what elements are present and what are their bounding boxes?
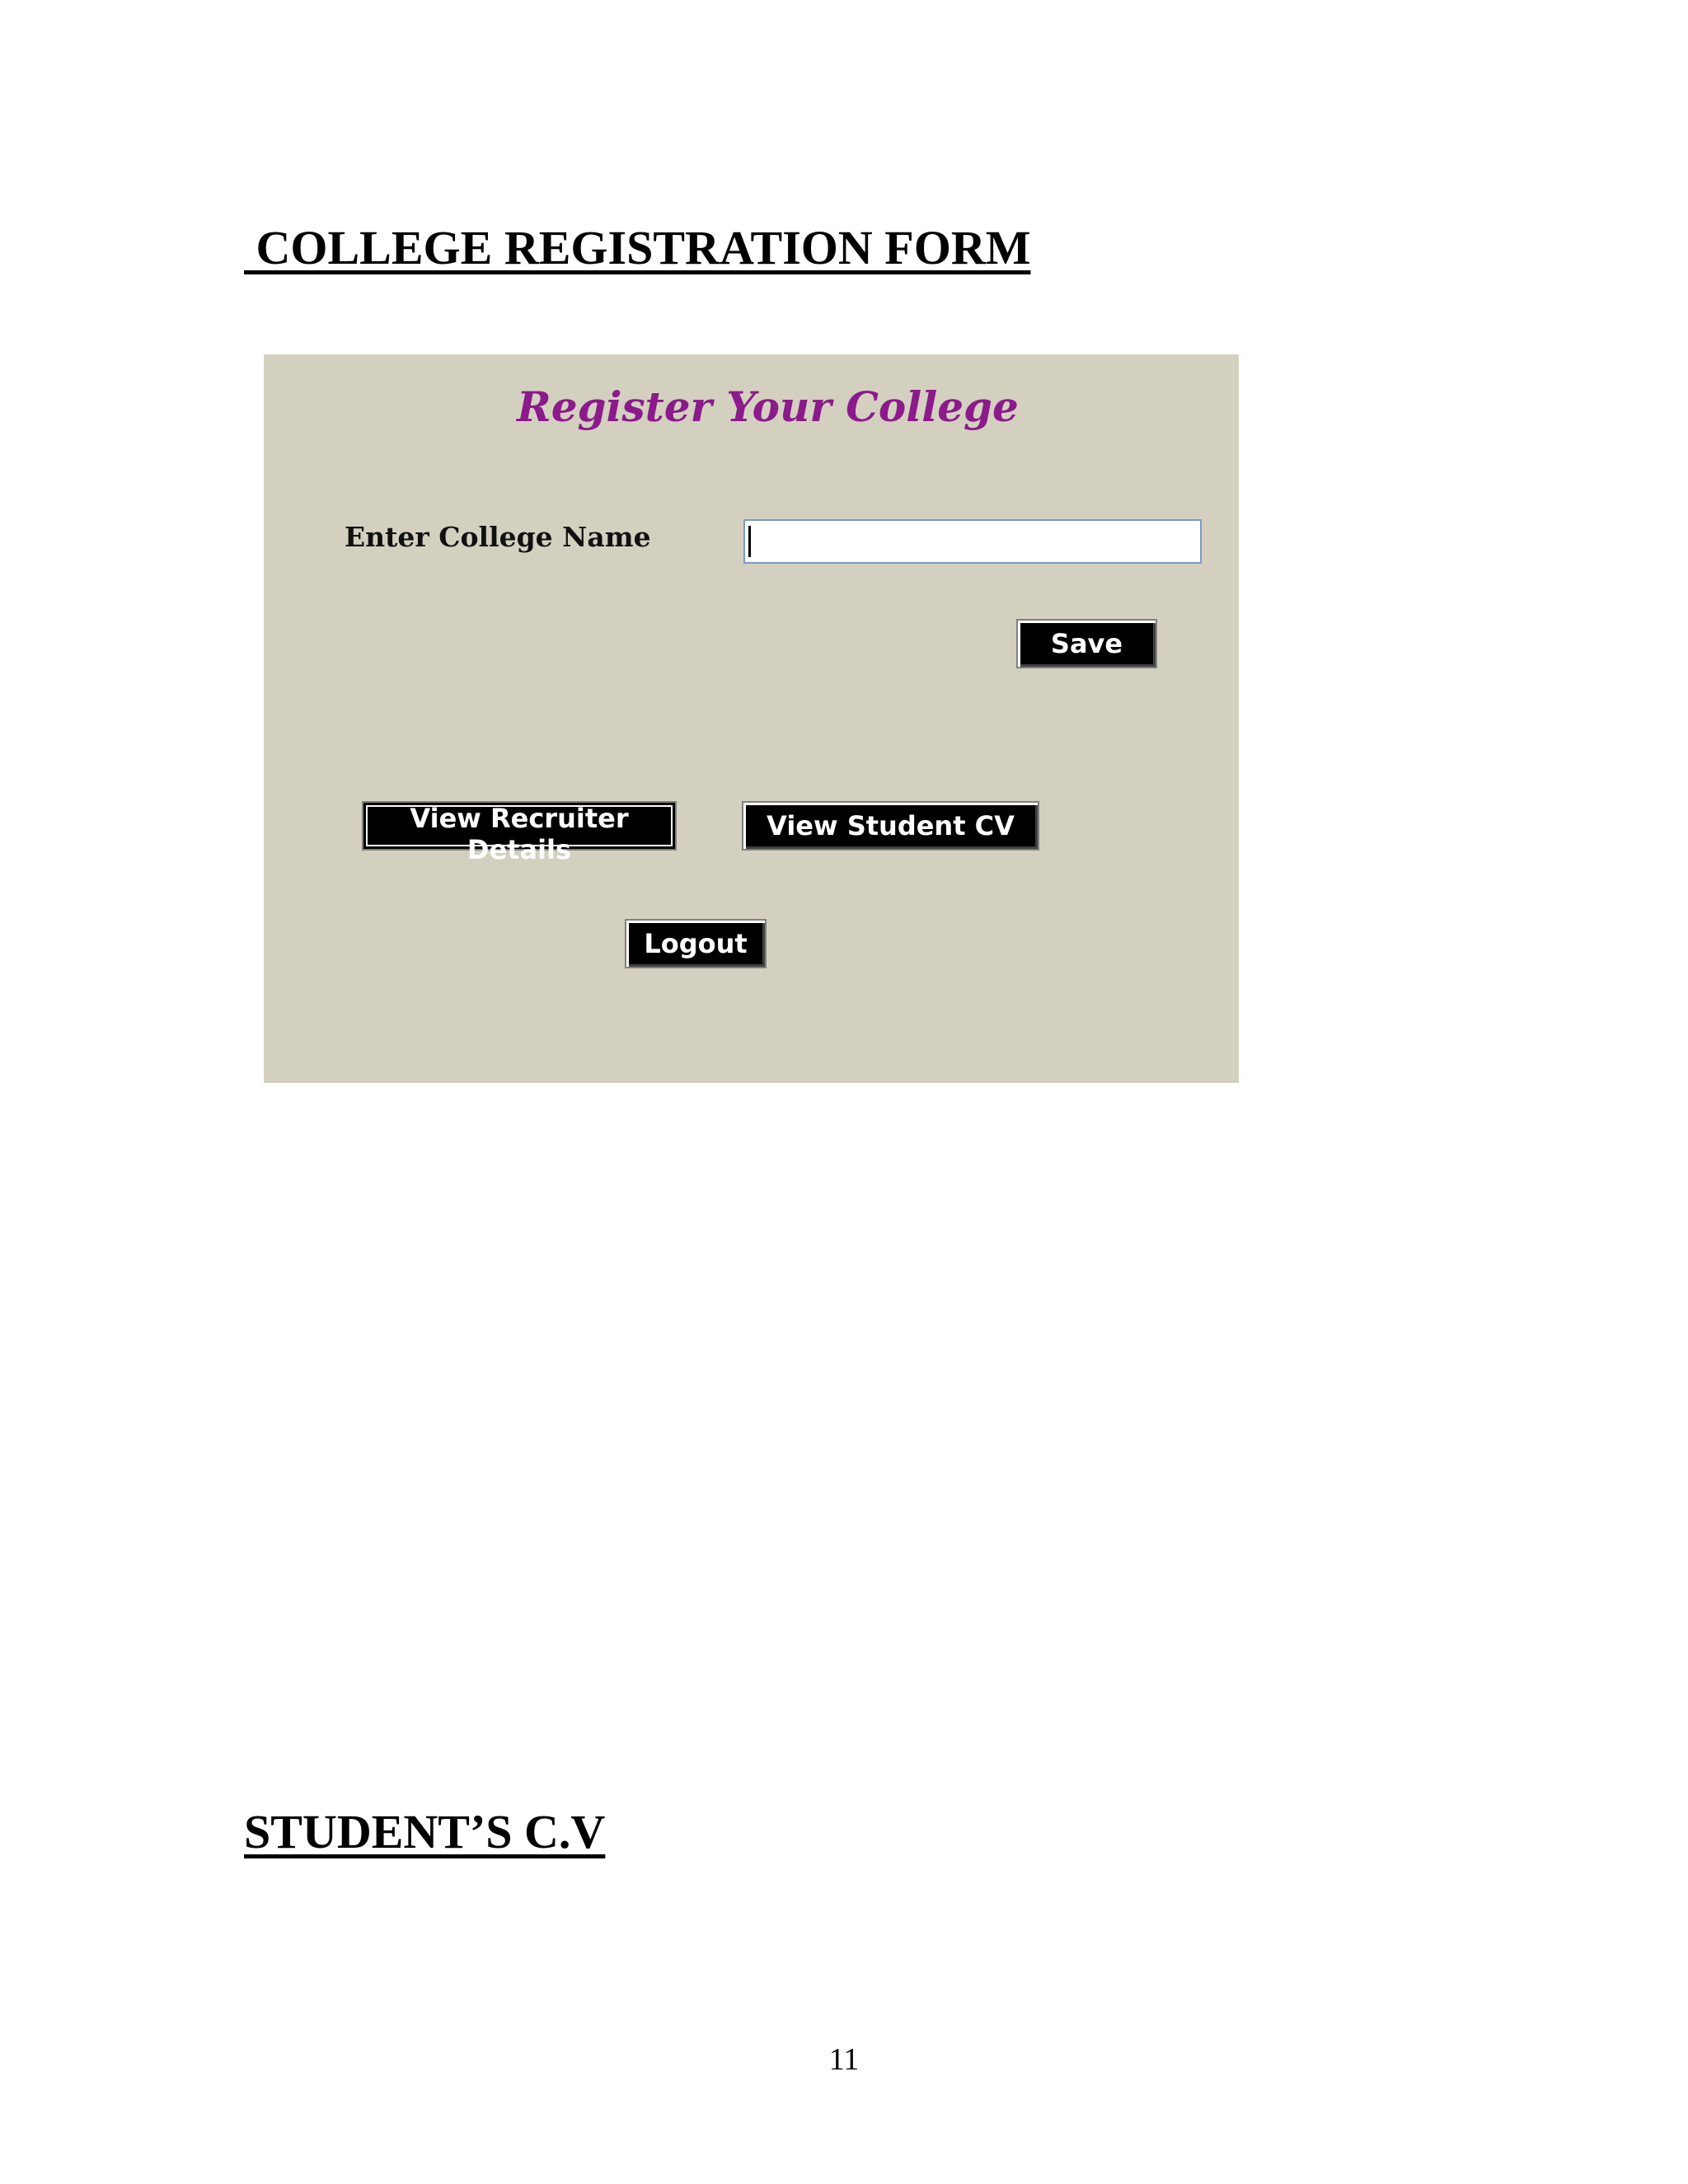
save-button[interactable]: Save [1018,621,1156,667]
section-heading-college-registration-form: COLLEGE REGISTRATION FORM [244,221,1031,274]
college-name-label: Enter College Name [345,521,651,553]
form-title: Register Your College [517,382,1019,431]
section-heading-students-cv: STUDENT’S C.V [244,1805,606,1858]
logout-button[interactable]: Logout [626,921,765,967]
college-name-input[interactable] [743,519,1202,564]
view-student-cv-button[interactable]: View Student CV [743,803,1038,849]
text-cursor [748,526,751,557]
page-number: 11 [828,2042,860,2077]
view-recruiter-details-button[interactable]: View Recruiter Details [363,803,675,849]
college-registration-screenshot [264,354,1239,1083]
